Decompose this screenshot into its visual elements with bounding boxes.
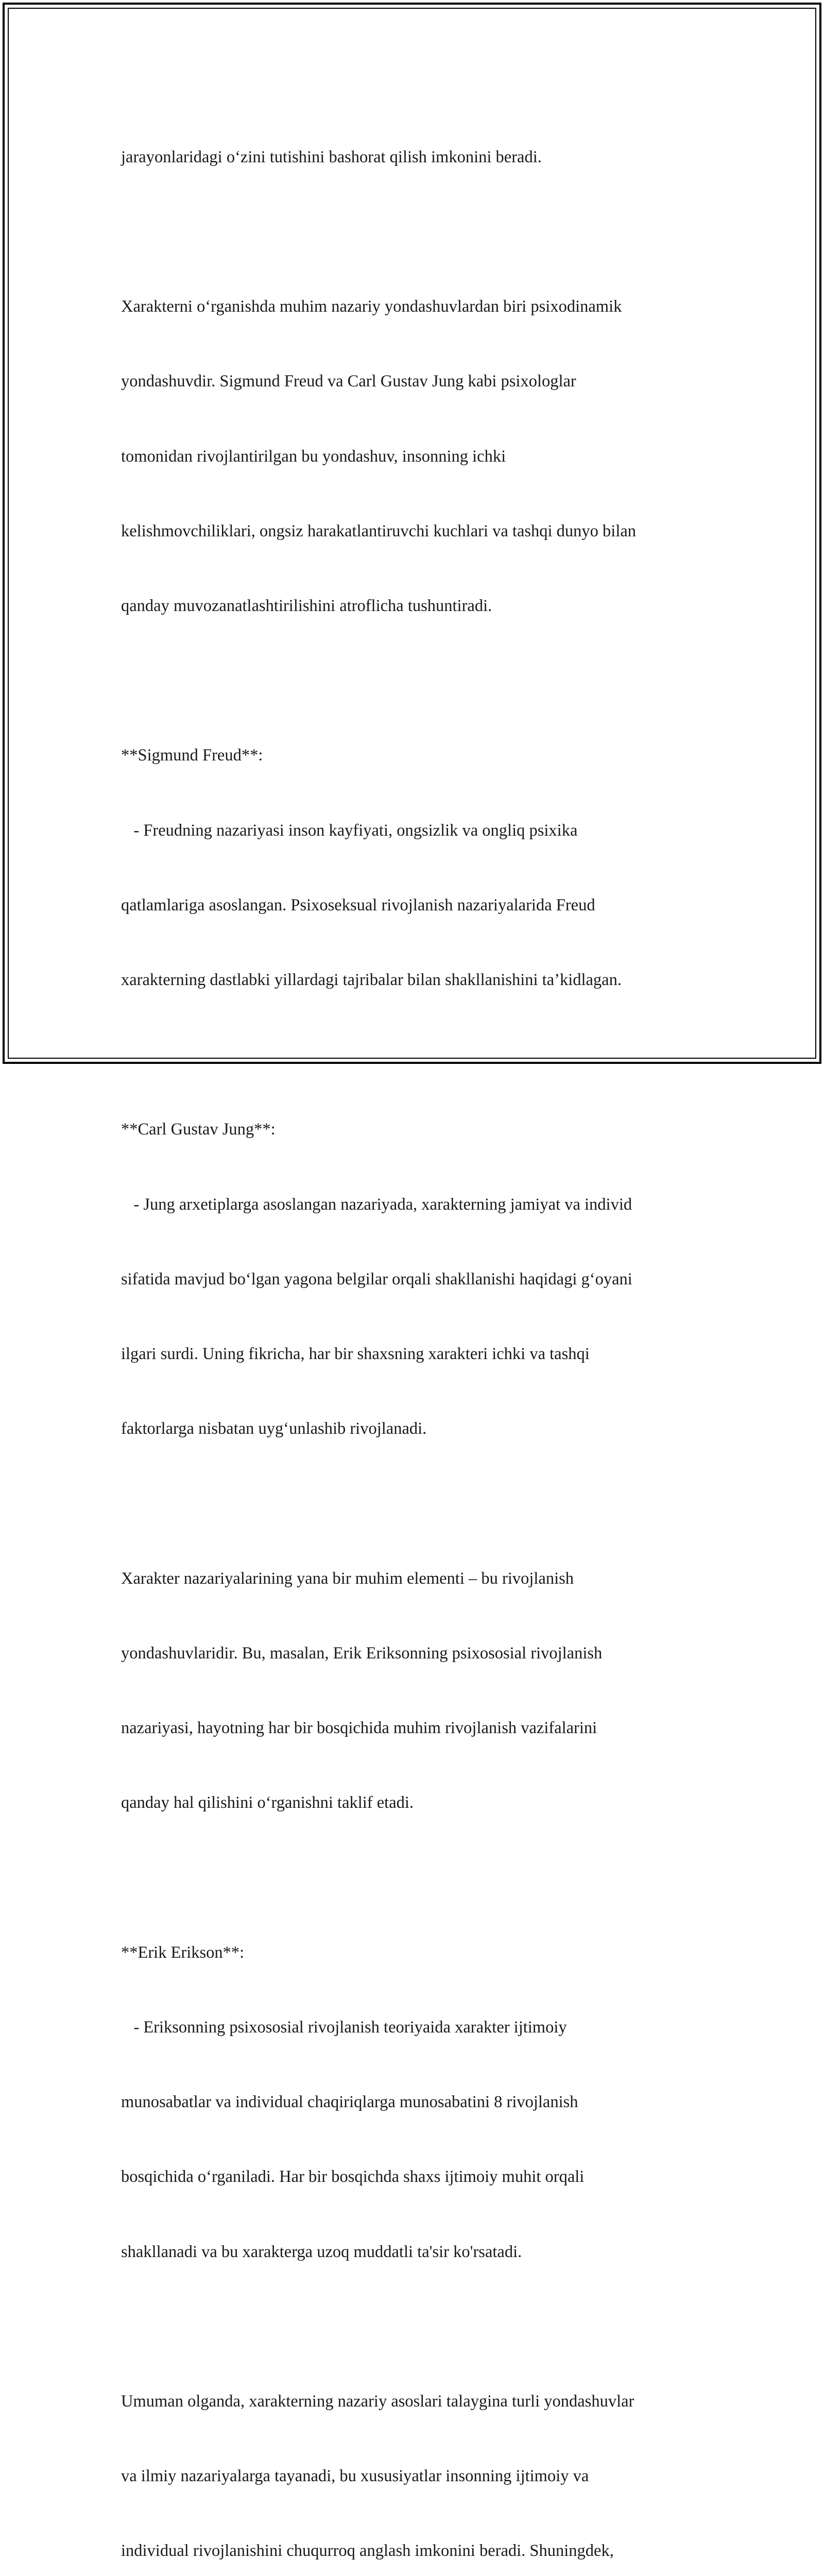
section-heading: **Carl Gustav Jung**:: [121, 1120, 276, 1139]
text-line: yondashuvlaridir. Bu, masalan, Erik Eriksonning psixososial rivojlanish: [121, 1643, 603, 1663]
text-line: sifatida mavjud bo‘lgan yagona belgilar orqali shakllanishi haqidagi g‘oyani: [121, 1269, 632, 1289]
text-line: qanday hal qilishini o‘rganishni taklif etadi.: [121, 1793, 414, 1812]
text-line: - Jung arxetiplarga asoslangan nazariyada, xarakterning jamiyat va individ: [121, 1195, 632, 1214]
text-line: va ilmiy nazariyalarga tayanadi, bu xususiyatlar insonning ijtimoiy va: [121, 2467, 589, 2486]
text-line: bosqichida o‘rganiladi. Har bir bosqichda shaxs ijtimoiy muhit orqali: [121, 2167, 585, 2187]
text-line: xarakterning dastlabki yillardagi tajribalar bilan shakllanishini ta’kidlagan.: [121, 971, 622, 990]
section-heading: **Sigmund Freud**:: [121, 746, 263, 765]
blank-line: [121, 1491, 718, 1516]
text-line: Umuman olganda, xarakterning nazariy asoslari talaygina turli yondashuvlar: [121, 2392, 634, 2411]
text-line: Xarakter nazariyalarining yana bir muhim elementi – bu rivojlanish: [121, 1569, 574, 1588]
text-line: ilgari surdi. Uning fikricha, har bir shaxsning xarakteri ichki va tashqi: [121, 1345, 590, 1364]
text-line: yondashuvdir. Sigmund Freud va Carl Gustav Jung kabi psixologlar: [121, 372, 576, 391]
blank-line: [121, 1865, 718, 1890]
text-line: qatlamlariga asoslangan. Psixoseksual rivojlanish nazariyalarida Freud: [121, 895, 595, 914]
text-line: faktorlarga nisbatan uyg‘unlashib rivojlanadi.: [121, 1419, 427, 1438]
text-line: munosabatlar va individual chaqiriqlarga munosabatini 8 rivojlanish: [121, 2093, 578, 2112]
blank-line: [121, 1042, 718, 1067]
text-line: shakllanadi va bu xarakterga uzoq muddatli ta'sir ko'rsatadi.: [121, 2242, 522, 2261]
text-line: individual rivojlanishini chuqurroq anglash imkonini beradi. Shuningdek,: [121, 2541, 614, 2561]
text-line: - Eriksonning psixososial rivojlanish teoriyaida xarakter ijtimoiy: [121, 2018, 567, 2037]
text-line: Xarakterni o‘rganishda muhim nazariy yondashuvlardan biri psixodinamik: [121, 297, 622, 316]
text-line: jarayonlaridagi o‘zini tutishini bashorat qilish imkonini beradi.: [121, 147, 542, 166]
document-body: [121, 95, 718, 2576]
text-line: kelishmovchiliklari, ongsiz harakatlantiruvchi kuchlari va tashqi dunyo bilan: [121, 521, 637, 540]
text-line: qanday muvozanatlashtirilishini atroflicha tushuntiradi.: [121, 597, 492, 616]
text-line: tomonidan rivojlantirilgan bu yondashuv, insonning ichki: [121, 447, 506, 466]
blank-line: [121, 668, 718, 693]
blank-line: [121, 219, 718, 244]
text-line: - Freudning nazariyasi inson kayfiyati, ongsizlik va ongliq psixika: [121, 821, 578, 840]
text-line: nazariyasi, hayotning har bir bosqichida muhim rivojlanish vazifalarini: [121, 1719, 597, 1738]
section-heading: **Erik Erikson**:: [121, 1943, 245, 1962]
blank-line: [121, 2314, 718, 2339]
